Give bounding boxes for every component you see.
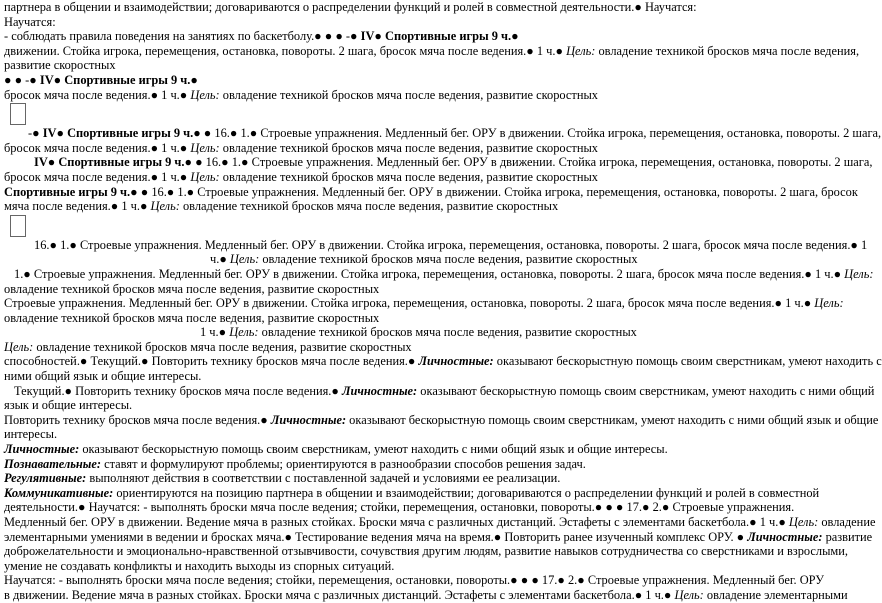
text-line: ● ● -● IV● Спортивные игры 9 ч.● bbox=[4, 72, 198, 87]
text-line: мяча после ведения.● 1 ч.● Цель: овладение техникой бросков мяча после ведения, развитие скоростных bbox=[4, 199, 559, 214]
text-line: элементарными умениями в ведении и бросках мяча.● Тестирование ведения мяча на время.● Повторить ранее изученный комплекс ОРУ. ● Личностные: развитие bbox=[4, 529, 873, 544]
table-cell-box bbox=[10, 215, 26, 237]
text-line: Научатся: - выполнять броски мяча после ведения; стойки, перемещения, остановки, повороты.● ● ● 17.● 2.● Строевые упражнения. Медленный бег. ОРУ bbox=[4, 573, 825, 588]
text-line: ч.● Цель: овладение техникой бросков мяча после ведения, развитие скоростных bbox=[210, 252, 638, 267]
text-line: бросок мяча после ведения.● 1 ч.● Цель: овладение техникой бросков мяча после ведения, развитие скоростных bbox=[4, 169, 598, 184]
text-line: движении. Стойка игрока, перемещения, остановка, повороты. 2 шага, бросок мяча после ведения.● 1 ч.● Цель: овладение техникой бросков мяча после ведения, bbox=[4, 43, 860, 58]
text-line: партнера в общении и взаимодействии; договариваются о распределении функций и ролей в совместной деятельности.● Научатся: bbox=[4, 0, 697, 14]
text-line: 1 ч.● Цель: овладение техникой бросков мяча после ведения, развитие скоростных bbox=[200, 325, 637, 340]
text-line: IV● Спортивные игры 9 ч.● ● 16.● 1.● Строевые упражнения. Медленный бег. ОРУ в движении. Стойка игрока, перемещения, остановка, повороты. 2 шага, bbox=[34, 155, 873, 170]
text-line: овладение техникой бросков мяча после ведения, развитие скоростных bbox=[4, 281, 380, 296]
text-line: - соблюдать правила поведения на занятиях по баскетболу.● ● ● -● IV● Спортивные игры 9 ч.● bbox=[4, 29, 519, 44]
text-line: 1.● Строевые упражнения. Медленный бег. ОРУ в движении. Стойка игрока, перемещения, остановка, повороты. 2 шага, бросок мяча после ведения.● 1 ч.● Цель: bbox=[14, 266, 874, 281]
text-line: Цель: овладение техникой бросков мяча после ведения, развитие скоростных bbox=[4, 339, 412, 354]
text-line: умение не создавать конфликты и находить выходы из спорных ситуаций. bbox=[4, 558, 395, 573]
text-line: Коммуникативные: ориентируются на позицию партнера в общении и взаимодействии; договариваются о распределении функций и ролей в совместной bbox=[4, 485, 820, 500]
text-line: Повторить технику бросков мяча после ведения.● Личностные: оказывают бескорыстную помощь своим сверстникам, умеют находить с ними общий язык и общие bbox=[4, 412, 879, 427]
text-line: доброжелательности и эмоционально-нравственной отзывчивости, сочувствия другим людям, развитие навыков сотрудничества со сверстниками и взрослыми, bbox=[4, 544, 848, 559]
text-line: способностей.● Текущий.● Повторить технику бросков мяча после ведения.● Личностные: оказывают бескорыстную помощь своим сверстникам, умеют находить с bbox=[4, 354, 882, 369]
text-line: развитие скоростных bbox=[4, 58, 116, 73]
text-line: интересы. bbox=[4, 427, 58, 442]
text-line: овладение техникой бросков мяча после ведения, развитие скоростных bbox=[4, 310, 380, 325]
text-line: Личностные: оказывают бескорыстную помощь своим сверстникам, умеют находить с ними общий язык и общие интересы. bbox=[4, 442, 668, 457]
text-line: деятельности.● Научатся: - выполнять броски мяча после ведения; стойки, перемещения, остановки, повороты.● ● ● 17.● 2.● Строевые упражнения. bbox=[4, 500, 795, 515]
text-line: Спортивные игры 9 ч.● ● 16.● 1.● Строевые упражнения. Медленный бег. ОРУ в движении. Стойка игрока, перемещения, остановка, повороты. 2 шага, бросок bbox=[4, 184, 858, 199]
text-line: бросок мяча после ведения.● 1 ч.● Цель: овладение техникой бросков мяча после ведения, развитие скоростных bbox=[4, 87, 598, 102]
text-line: Регулятивные: выполняют действия в соответствии с поставленной задачей и условиями ее реализации. bbox=[4, 471, 561, 486]
text-line: язык и общие интересы. bbox=[4, 398, 133, 413]
table-cell-box bbox=[10, 103, 26, 125]
text-line: Текущий.● Повторить технику бросков мяча после ведения.● Личностные: оказывают бескорыстную помощь своим сверстникам, умеют находить с ними общий bbox=[14, 383, 875, 398]
text-line: Научатся: bbox=[4, 14, 56, 29]
text-line: ними общий язык и общие интересы. bbox=[4, 369, 202, 384]
text-line: в движении. Ведение мяча в разных стойках. Броски мяча с различных дистанций. Эстафеты с элементами баскетбола.● 1 ч.● Цель: овладение элементарными bbox=[4, 587, 848, 602]
text-line: бросок мяча после ведения.● 1 ч.● Цель: овладение техникой бросков мяча после ведения, развитие скоростных bbox=[4, 140, 598, 155]
text-line: Строевые упражнения. Медленный бег. ОРУ в движении. Стойка игрока, перемещения, остановка, повороты. 2 шага, бросок мяча после ведения.● 1 ч.● Цель: bbox=[4, 296, 844, 311]
text-line: 16.● 1.● Строевые упражнения. Медленный бег. ОРУ в движении. Стойка игрока, перемещения, остановка, повороты. 2 шага, бросок мяча после ведения.● 1 bbox=[34, 237, 868, 252]
text-line: Познавательные: ставят и формулируют проблемы; ориентируются в разнообразии способов решения задач. bbox=[4, 456, 586, 471]
text-line: -● IV● Спортивные игры 9 ч.● ● 16.● 1.● Строевые упражнения. Медленный бег. ОРУ в движении. Стойка игрока, перемещения, остановка, повороты. 2 шага, bbox=[28, 126, 882, 141]
text-line: Медленный бег. ОРУ в движении. Ведение мяча в разных стойках. Броски мяча с различных дистанций. Эстафеты с элементами баскетбола.● 1 ч.● Цель: овладение bbox=[4, 515, 876, 529]
